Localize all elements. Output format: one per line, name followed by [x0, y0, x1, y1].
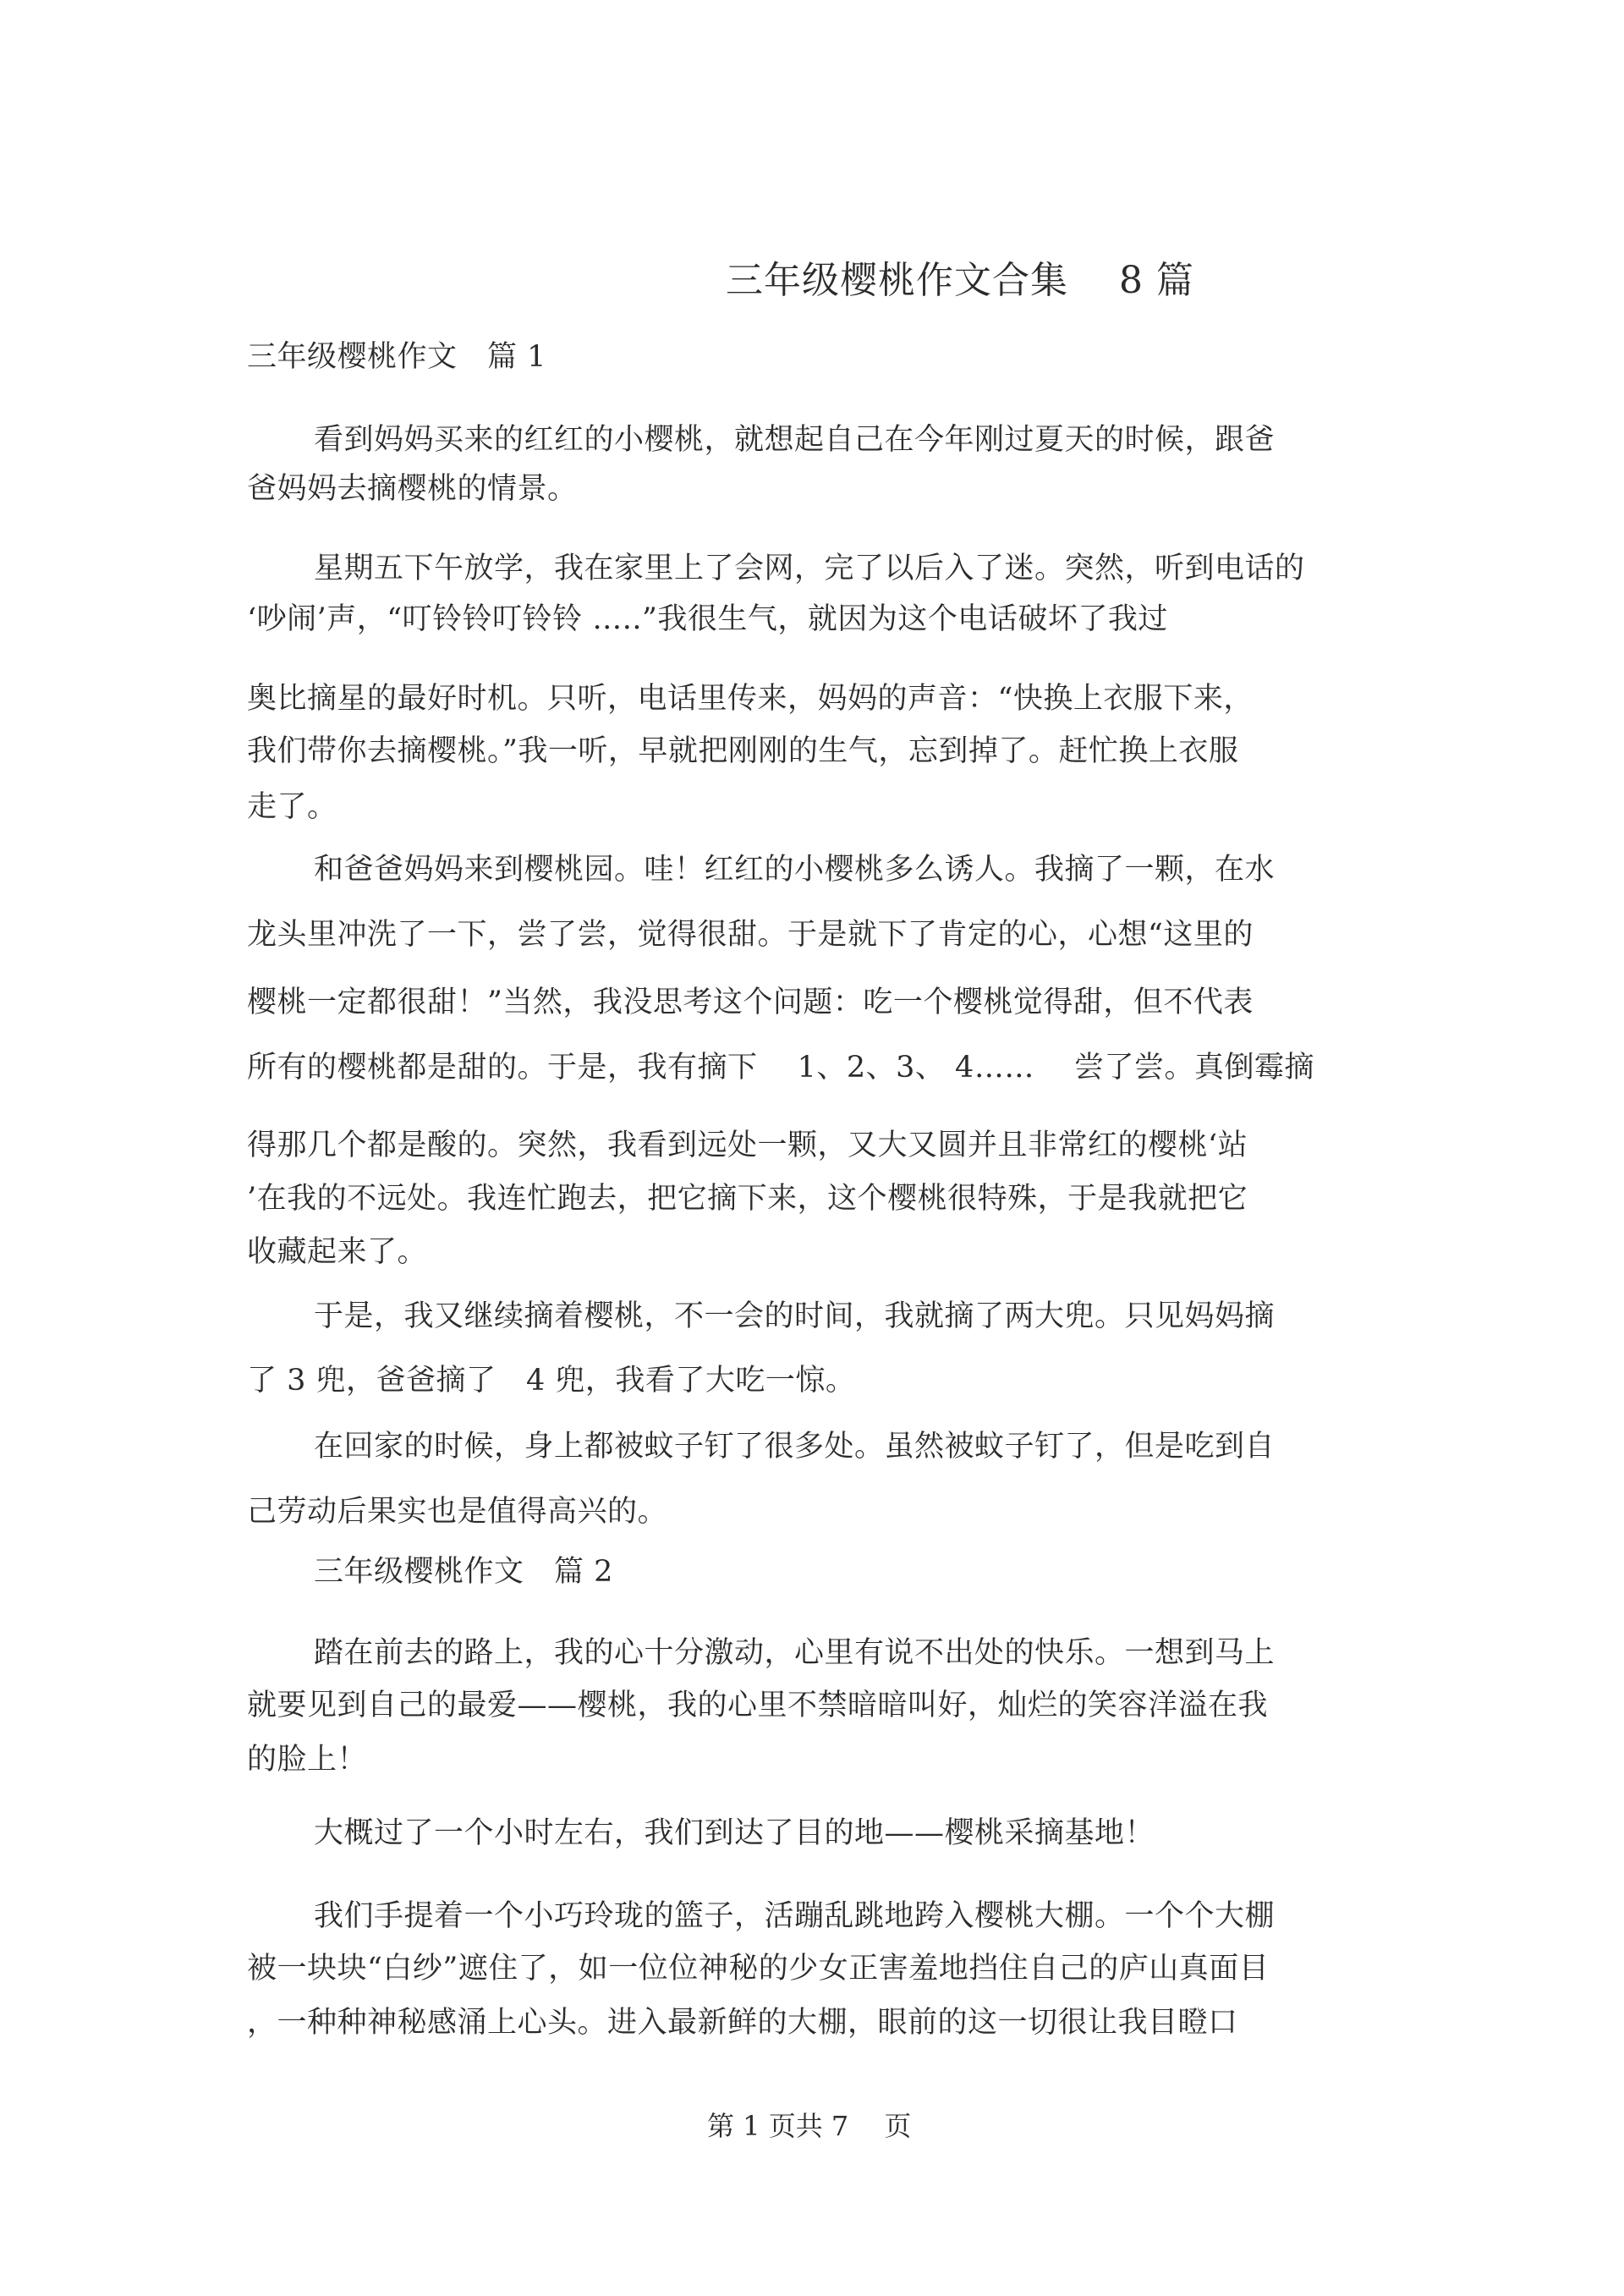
section-heading: 三年级樱桃作文 篇 1	[247, 340, 546, 374]
text-line: ，一种种神秘感涌上心头。进入最新鲜的大棚，眼前的这一切很让我目瞪口	[247, 2006, 1238, 2040]
page-footer: 第 1 页共 7 页	[707, 2110, 912, 2142]
text-line: 于是，我又继续摘着樱桃，不一会的时间，我就摘了两大兜。只见妈妈摘	[314, 1299, 1276, 1333]
text-line: 所有的樱桃都是甜的。于是，我有摘下 1、2、3、 4…… 尝了尝。真倒霉摘	[247, 1051, 1314, 1085]
text-line: 我们带你去摘樱桃。”我一听，早就把刚刚的生气，忘到掉了。赶忙换上衣服	[247, 734, 1239, 768]
text-line: 看到妈妈买来的红红的小樱桃，就想起自己在今年刚过夏天的时候，跟爸	[314, 423, 1276, 457]
text-line: 星期五下午放学，我在家里上了会网，完了以后入了迷。突然，听到电话的	[314, 552, 1305, 585]
text-line: 就要见到自己的最爱——樱桃，我的心里不禁暗暗叫好，灿烂的笑容洋溢在我	[247, 1689, 1269, 1722]
text-line: 奥比摘星的最好时机。只听，电话里传来，妈妈的声音：“快换上衣服下来，	[247, 682, 1254, 716]
text-line: 大概过了一个小时左右，我们到达了目的地——樱桃采摘基地！	[314, 1816, 1155, 1850]
text-line: 收藏起来了。	[247, 1235, 428, 1269]
text-line: 踏在前去的路上，我的心十分激动，心里有说不出处的快乐。一想到马上	[314, 1636, 1276, 1670]
section-heading: 三年级樱桃作文 篇 2	[314, 1555, 613, 1589]
text-line: 的脸上！	[247, 1743, 368, 1777]
text-line: 在回家的时候，身上都被蚊子钉了很多处。虽然被蚊子钉了，但是吃到自	[314, 1430, 1276, 1464]
text-line: 了 3 兜，爸爸摘了 4 兜，我看了大吃一惊。	[247, 1364, 856, 1398]
text-line: 得那几个都是酸的。突然，我看到远处一颗，又大又圆并且非常红的樱桃‘站	[247, 1129, 1248, 1162]
text-line: 走了。	[247, 790, 337, 824]
text-line: 龙头里冲洗了一下，尝了尝，觉得很甜。于是就下了肯定的心，心想“这里的	[247, 918, 1254, 952]
text-line: 我们手提着一个小巧玲珑的篮子，活蹦乱跳地跨入樱桃大棚。一个个大棚	[314, 1899, 1276, 1933]
text-line: 樱桃一定都很甜！”当然，我没思考这个问题：吃一个樱桃觉得甜，但不代表	[247, 986, 1254, 1019]
text-line: 和爸爸妈妈来到樱桃园。哇！红红的小樱桃多么诱人。我摘了一颗，在水	[314, 853, 1276, 887]
text-line: 被一块块“白纱”遮住了，如一位位神秘的少女正害羞地挡住自己的庐山真面目	[247, 1952, 1270, 1986]
document-title: 三年级樱桃作文合集 8 篇	[726, 259, 1194, 302]
text-line: 爸妈妈去摘樱桃的情景。	[247, 472, 578, 506]
text-line: ’在我的不远处。我连忙跑去，把它摘下来，这个樱桃很特殊，于是我就把它	[247, 1182, 1248, 1216]
text-line: ‘吵闹’声，“叮铃铃叮铃铃 …..”我很生气，就因为这个电话破坏了我过	[247, 602, 1168, 636]
text-line: 己劳动后果实也是值得高兴的。	[247, 1495, 668, 1529]
